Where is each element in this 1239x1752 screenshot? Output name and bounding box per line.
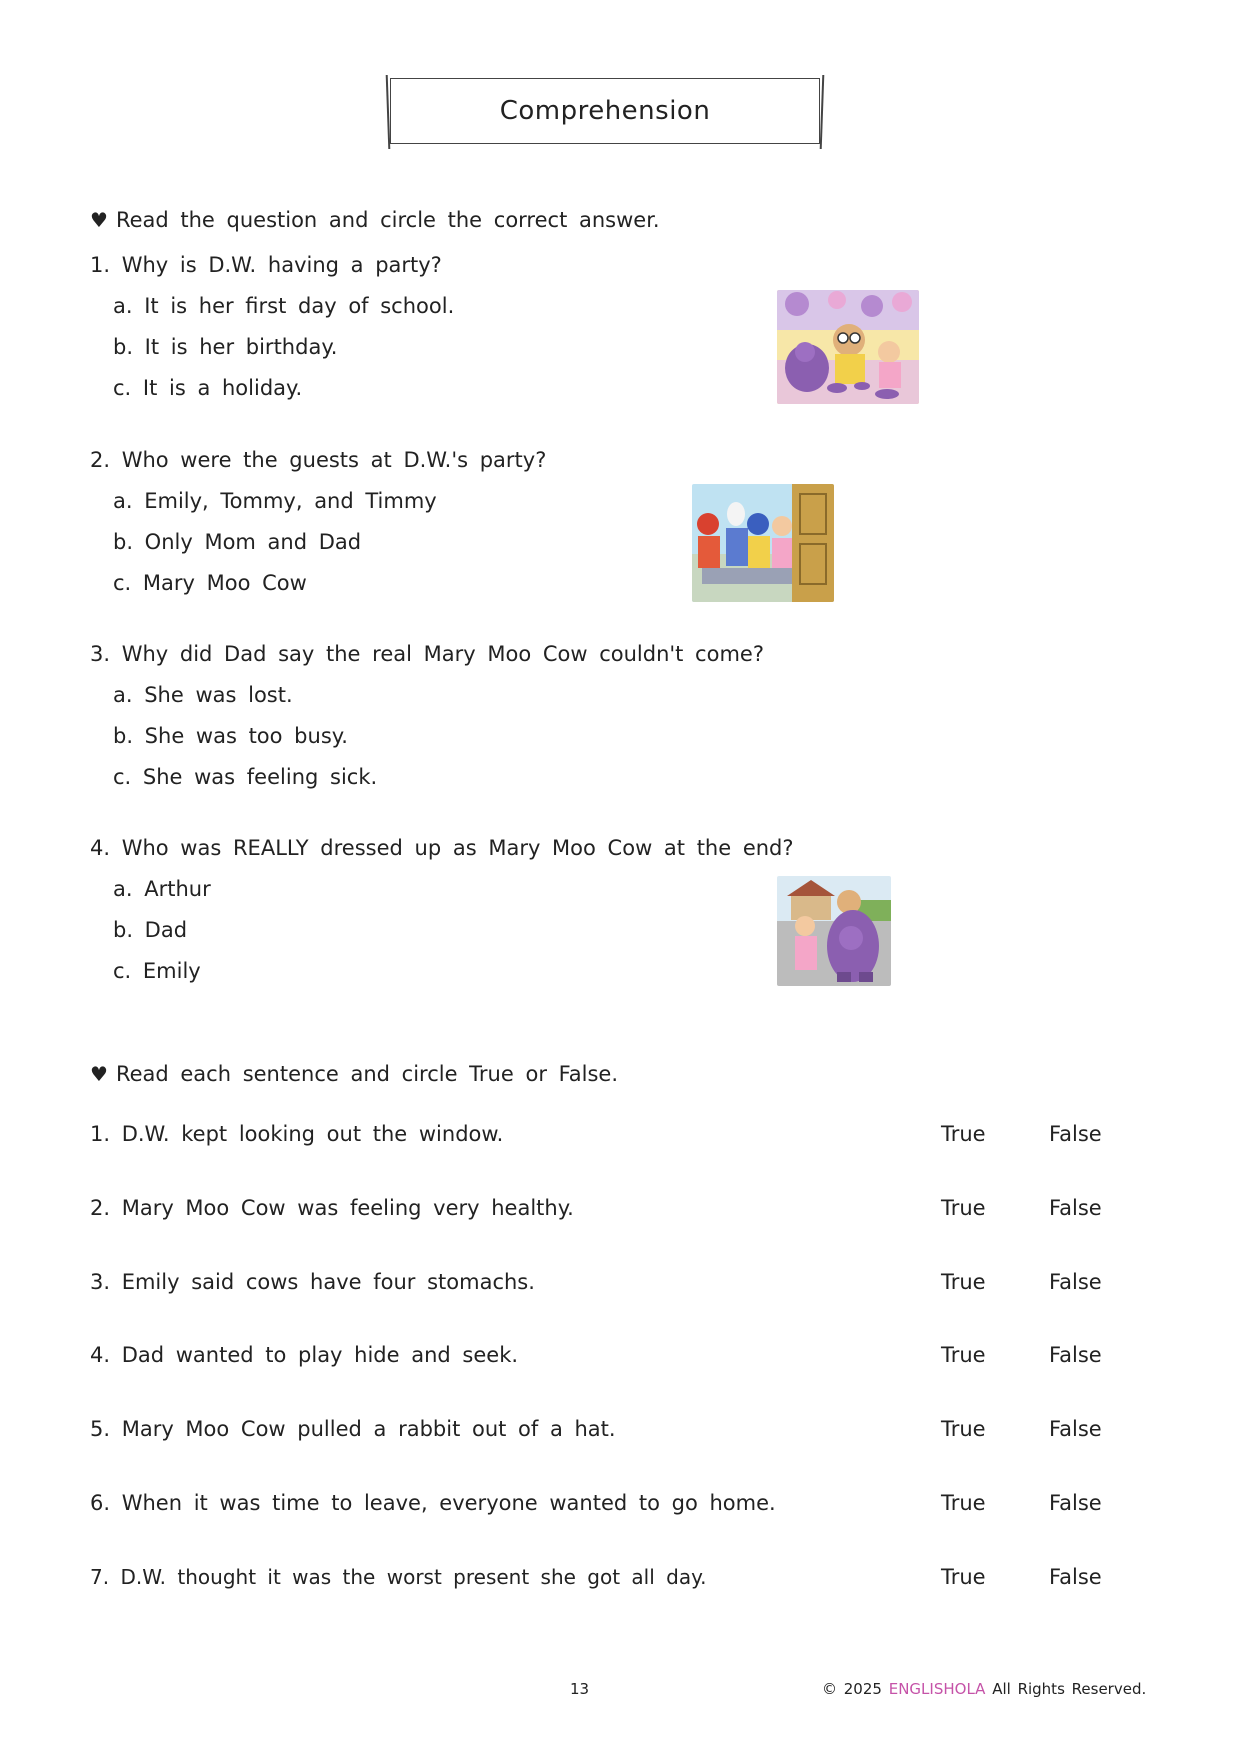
tf-statement-4: 4. Dad wanted to play hide and seek. [90, 1343, 519, 1367]
tf-7-true[interactable]: True [941, 1565, 986, 1589]
brand-name: ENGLISHOLA [888, 1680, 986, 1698]
tf-1-false[interactable]: False [1049, 1122, 1102, 1146]
tf-4-false[interactable]: False [1049, 1343, 1102, 1367]
option-2c[interactable]: c. Mary Moo Cow [113, 571, 307, 595]
heart-icon: ♥ [90, 208, 108, 232]
tf-3-false[interactable]: False [1049, 1270, 1102, 1294]
costume-illustration [777, 876, 891, 986]
tf-2-false[interactable]: False [1049, 1196, 1102, 1220]
tf-2-true[interactable]: True [941, 1196, 986, 1220]
tf-statement-3: 3. Emily said cows have four stomachs. [90, 1270, 535, 1294]
section1-instruction: ♥ Read the question and circle the correct answer. [90, 208, 660, 232]
tf-statement-2: 2. Mary Moo Cow was feeling very healthy. [90, 1196, 574, 1220]
tf-3-true[interactable]: True [941, 1270, 986, 1294]
heart-icon: ♥ [90, 1062, 108, 1086]
copyright-prefix: © 2025 [822, 1680, 882, 1698]
option-3c[interactable]: c. She was feeling sick. [113, 765, 378, 789]
page-number: 13 [570, 1680, 590, 1698]
tf-6-false[interactable]: False [1049, 1491, 1102, 1515]
option-4a[interactable]: a. Arthur [113, 877, 211, 901]
worksheet-title: Comprehension [390, 78, 820, 144]
question-2: 2. Who were the guests at D.W.'s party? [90, 448, 547, 472]
option-1b[interactable]: b. It is her birthday. [113, 335, 338, 359]
question-4: 4. Who was REALLY dressed up as Mary Moo Cow at the end? [90, 836, 794, 860]
option-1c[interactable]: c. It is a holiday. [113, 376, 303, 400]
section2-instruction: ♥ Read each sentence and circle True or False. [90, 1062, 619, 1086]
tf-6-true[interactable]: True [941, 1491, 986, 1515]
tf-5-false[interactable]: False [1049, 1417, 1102, 1441]
option-4b[interactable]: b. Dad [113, 918, 188, 942]
tf-1-true[interactable]: True [941, 1122, 986, 1146]
tf-5-true[interactable]: True [941, 1417, 986, 1441]
option-1a[interactable]: a. It is her first day of school. [113, 294, 455, 318]
tf-statement-6: 6. When it was time to leave, everyone wanted to go home. [90, 1491, 776, 1515]
question-1: 1. Why is D.W. having a party? [90, 253, 442, 277]
guests-illustration [692, 484, 834, 602]
party-illustration [777, 290, 919, 404]
tf-statement-7: 7. D.W. thought it was the worst present she got all day. [90, 1565, 707, 1589]
option-2a[interactable]: a. Emily, Tommy, and Timmy [113, 489, 437, 513]
tf-4-true[interactable]: True [941, 1343, 986, 1367]
tf-statement-1: 1. D.W. kept looking out the window. [90, 1122, 504, 1146]
option-3b[interactable]: b. She was too busy. [113, 724, 348, 748]
copyright-suffix: All Rights Reserved. [992, 1680, 1147, 1698]
option-4c[interactable]: c. Emily [113, 959, 201, 983]
copyright-notice [822, 1680, 1146, 1698]
option-3a[interactable]: a. She was lost. [113, 683, 293, 707]
option-2b[interactable]: b. Only Mom and Dad [113, 530, 362, 554]
tf-statement-5: 5. Mary Moo Cow pulled a rabbit out of a hat. [90, 1417, 616, 1441]
question-3: 3. Why did Dad say the real Mary Moo Cow couldn't come? [90, 642, 764, 666]
tf-7-false[interactable]: False [1049, 1565, 1102, 1589]
